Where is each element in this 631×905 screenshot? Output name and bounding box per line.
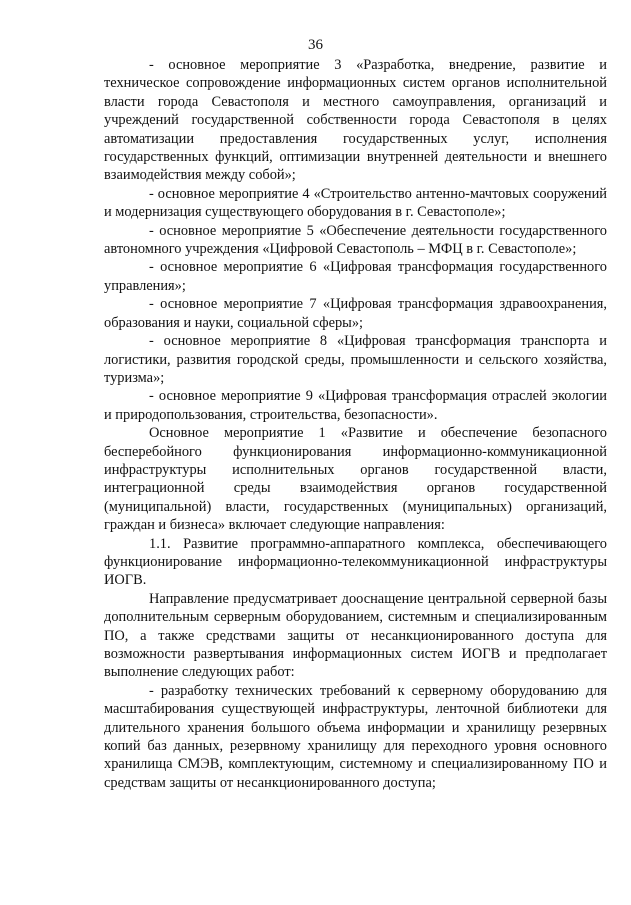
paragraph-measure-5: - основное мероприятие 5 «Обеспечение деятельности государственного автономного учреждения «Цифровой Севастополь – МФЦ в г. Севастополе»; — [104, 222, 607, 258]
section-heading-1-1: 1.1. Развитие программно-аппаратного комплекса, обеспечивающего функционирование информационно-телекоммуникационной инфраструктуры ИОГВ. — [104, 535, 607, 589]
paragraph-measure-8: - основное мероприятие 8 «Цифровая трансформация транспорта и логистики, развития городской среды, промышленности и сельского хозяйства, туризма»; — [104, 333, 607, 386]
paragraph-measure-6: - основное мероприятие 6 «Цифровая трансформация государственного управления»; — [104, 259, 607, 294]
page-number: 36 — [308, 37, 323, 53]
paragraph-measure-4: - основное мероприятие 4 «Строительство антенно-мачтовых сооружений и модернизация существующего оборудования в г. Севастополе»; — [104, 185, 607, 221]
paragraph-technical-requirements: - разработку технических требований к серверному оборудованию для масштабирования существующей инфраструктуры, ленточной библиотеки для длительного хранения большого объема информации и хранилищу резервных копий баз данных, резервному хранилищу для переходного уровня основного хранилища СМЭВ, комплектующим, системному и специализированному ПО и средствам защиты от несанкционированного доступа; — [104, 682, 607, 791]
paragraph-measure-9: - основное мероприятие 9 «Цифровая трансформация отраслей экологии и природопользования, строительства, безопасности». — [104, 388, 607, 423]
paragraph-measure-3: - основное мероприятие 3 «Разработка, внедрение, развитие и техническое сопровождение информационных систем органов исполнительной власти города Севастополя и местного самоуправления, организаций и учреждений государственной собственности города Севастополя в целях автоматизации предоставления государственных услуг, исполнения государственных функций, оптимизации внутренней деятельности и внешнего взаимодействия между собой»; — [104, 57, 607, 184]
document-body — [104, 56, 607, 792]
paragraph-measure-7: - основное мероприятие 7 «Цифровая трансформация здравоохранения, образования и науки, социальной сферы»; — [104, 296, 607, 331]
paragraph-direction-description: Направление предусматривает дооснащение центральной серверной базы дополнительным серверным оборудованием, системным и специализированным ПО, а также средствами защиты от несанкционированного доступа для возможности развертывания информационных систем ИОГВ и предполагает выполнение следующих работ: — [104, 590, 607, 681]
paragraph-main-measure-1: Основное мероприятие 1 «Развитие и обеспечение безопасного бесперебойного функционирования информационно-коммуникационной инфраструктуры исполнительных органов государственной власти, интеграционной среды взаимодействия органов государственной (муниципальной) власти, государственных (муниципальных) организаций, граждан и бизнеса» включает следующие направления: — [104, 425, 607, 534]
